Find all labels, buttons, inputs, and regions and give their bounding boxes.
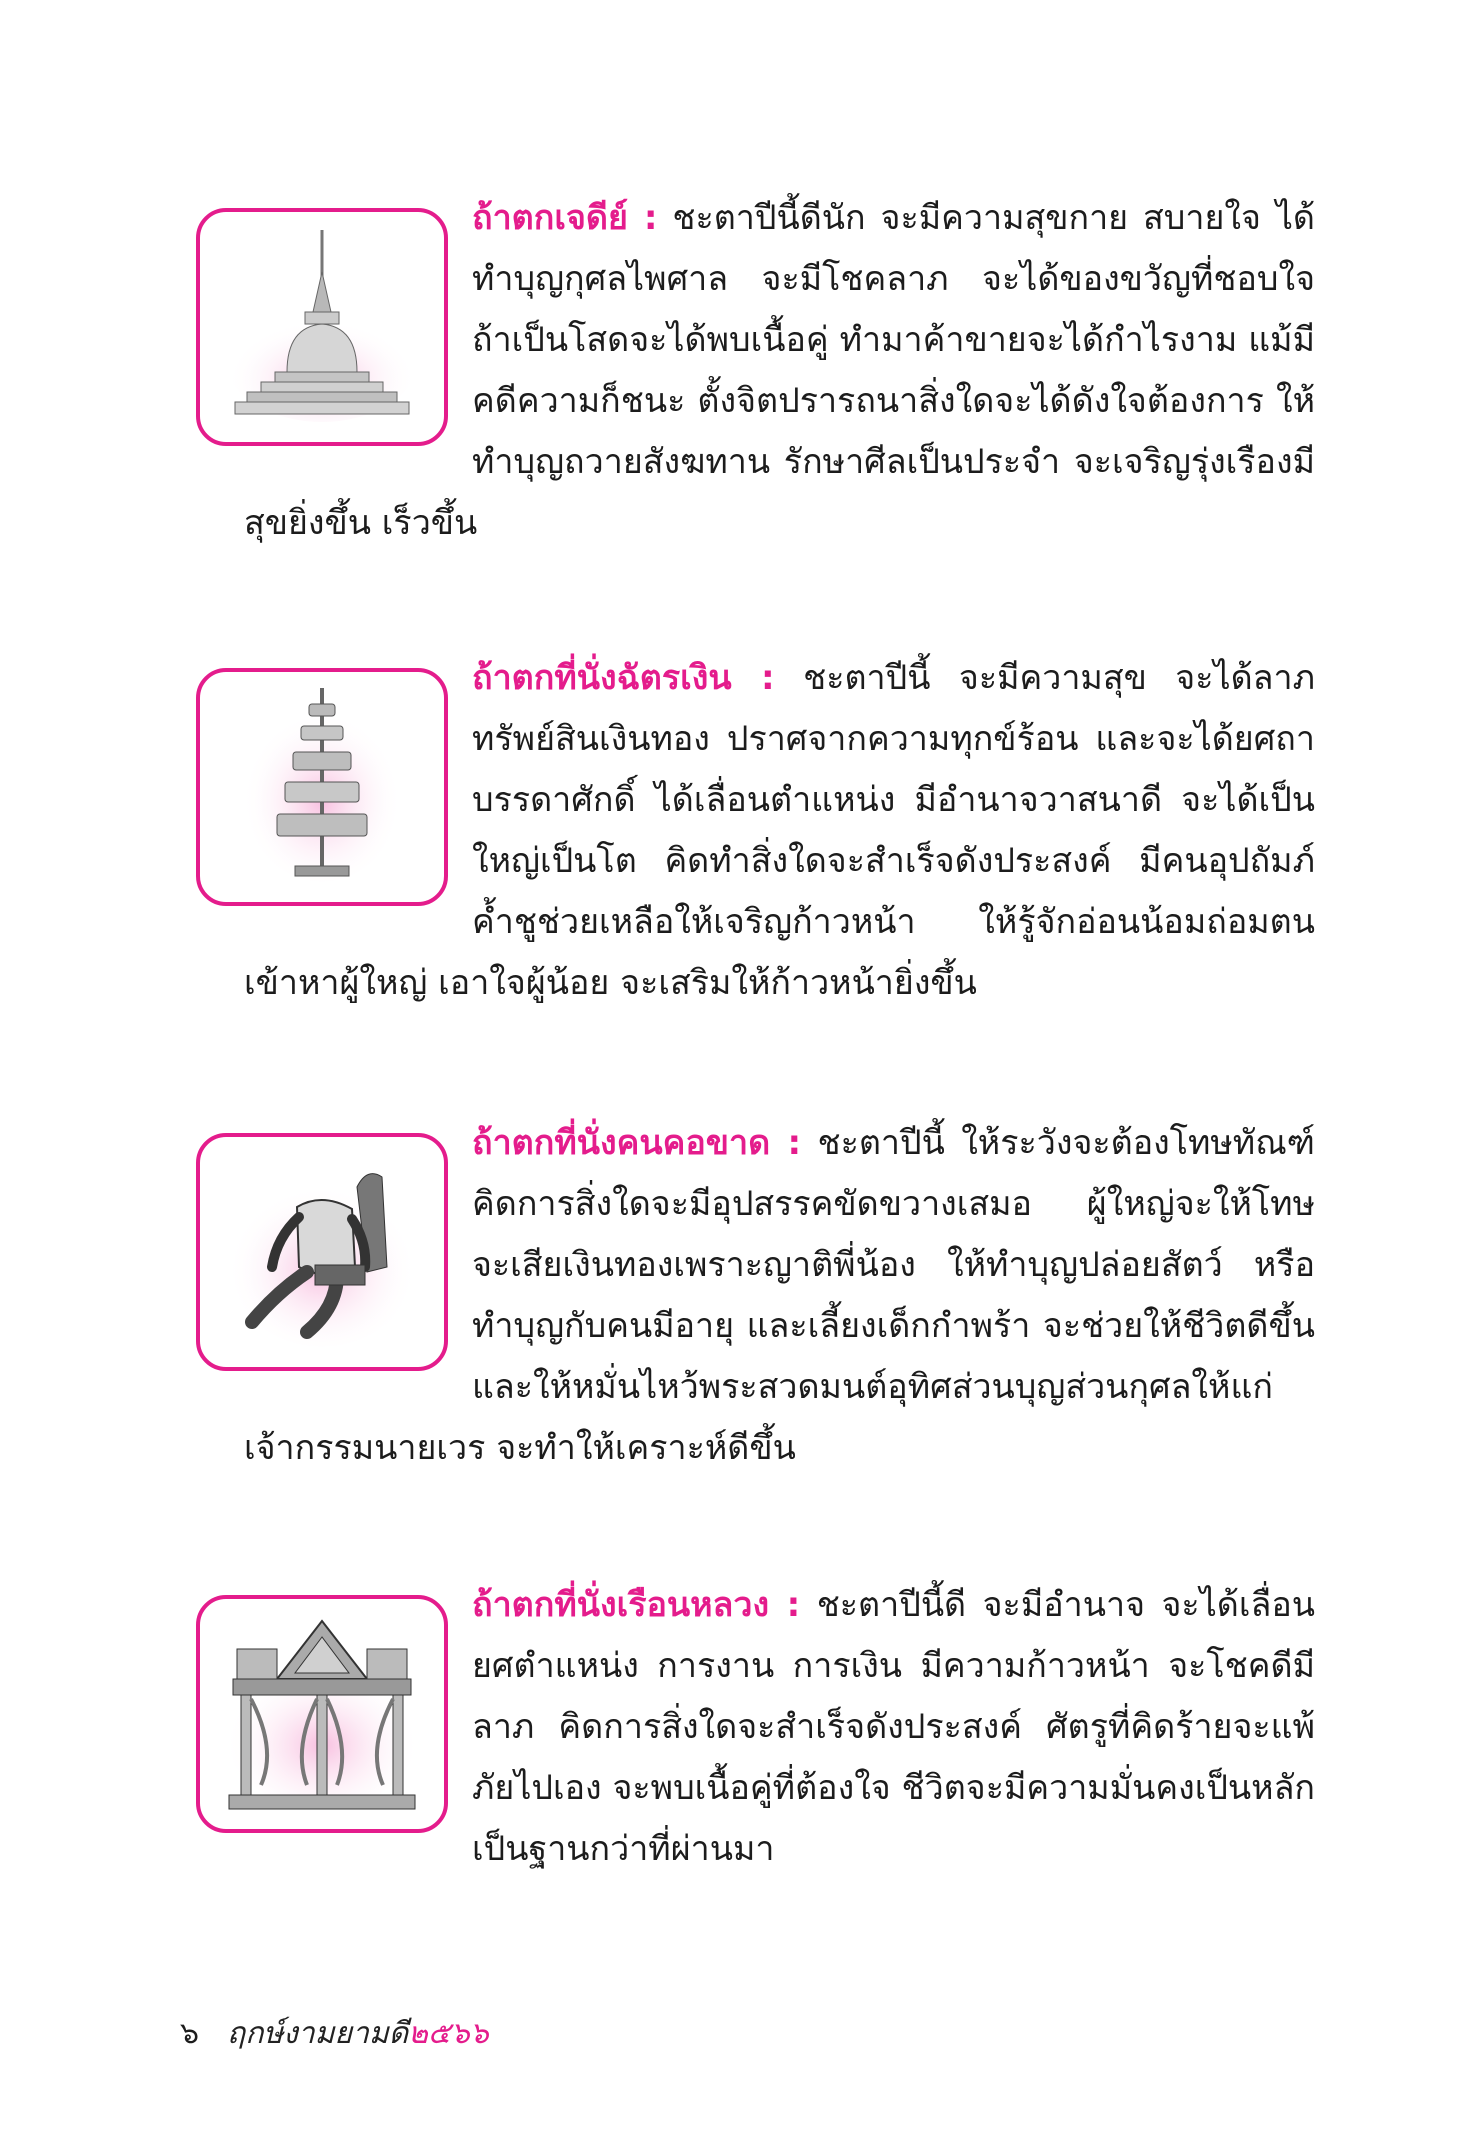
royal-pavilion-image-frame	[196, 1595, 448, 1833]
entry-heading: ถ้าตกที่นั่งฉัตรเงิน :	[472, 658, 775, 698]
chedi-image-frame	[196, 208, 448, 446]
royal-pavilion-icon	[217, 1609, 427, 1819]
book-title: ฤกษ์งามยามดี	[227, 2016, 409, 2051]
book-year: ๒๕๖๖	[408, 2016, 489, 2051]
entry-heading: ถ้าตกที่นั่งคนคอขาด :	[472, 1123, 802, 1163]
headless-man-icon	[217, 1147, 427, 1357]
entry-body: ชะตาปีนี้ดีนัก จะมีความสุขกาย สบายใจ ได้ทำบุญกุศลไพศาล จะมีโชคลาภ จะได้ของขวัญที่ชอบใจ ถ้าเป็นโสดจะได้พบเนื้อคู่ ทำมาค้าขายจะได้กำไรงาม แม้มีคดีความก็ชนะ ตั้งจิตปรารถนาสิ่งใดจะได้ดังใจต้องการ ให้ทำบุญถวายสังฆทาน รักษาศีลเป็นประจำ จะเจริญรุ่งเรืองมีสุขยิ่งขึ้น เร็วขึ้น	[244, 198, 1315, 543]
silver-umbrella-image-frame	[196, 668, 448, 906]
page-number: ๖	[180, 2016, 200, 2051]
entry-body: ชะตาปีนี้ จะมีความสุข จะได้ลาภ ทรัพย์สินเงินทอง ปราศจากความทุกข์ร้อน และจะได้ยศถาบรรดาศักดิ์ ได้เลื่อนตำแหน่ง มีอำนาจวาสนาดี จะได้เป็นใหญ่เป็นโต คิดทำสิ่งใดจะสำเร็จดังประสงค์ มีคนอุปถัมภ์ค้ำชูช่วยเหลือให้เจริญก้าวหน้า ให้รู้จักอ่อนน้อมถ่อมตนเข้าหาผู้ใหญ่ เอาใจผู้น้อย จะเสริมให้ก้าวหน้ายิ่งขึ้น	[244, 658, 1316, 1003]
entry-heading: ถ้าตกเจดีย์ :	[472, 198, 658, 238]
entry-silver-umbrella	[180, 648, 1315, 1014]
entry-body: ชะตาปีนี้ดี จะมีอำนาจ จะได้เลื่อนยศตำแหน่ง การงาน การเงิน มีความก้าวหน้า จะโชคดีมีลาภ คิดการสิ่งใดจะสำเร็จดังประสงค์ ศัตรูที่คิดร้ายจะแพ้ภัยไปเอง จะพบเนื้อคู่ที่ต้องใจ ชีวิตจะมีความมั่นคงเป็นหลักเป็นฐานกว่าที่ผ่านมา	[472, 1585, 1315, 1869]
page-footer	[180, 2010, 489, 2057]
entry-royal-pavilion	[180, 1575, 1315, 1880]
entry-heading: ถ้าตกที่นั่งเรือนหลวง :	[472, 1585, 801, 1625]
entry-body: ชะตาปีนี้ ให้ระวังจะต้องโทษทัณฑ์ คิดการสิ่งใดจะมีอุปสรรคขัดขวางเสมอ ผู้ใหญ่จะให้โทษ จะเสียเงินทองเพราะญาติพี่น้อง ให้ทำบุญปล่อยสัตว์ หรือทำบุญกับคนมีอายุ และเลี้ยงเด็กกำพร้า จะช่วยให้ชีวิตดีขึ้น และให้หมั่นไหว้พระสวดมนต์อุทิศส่วนบุญส่วนกุศลให้แก่เจ้ากรรมนายเวร จะทำให้เคราะห์ดีขึ้น	[244, 1123, 1315, 1468]
silver-umbrella-icon	[217, 682, 427, 892]
headless-man-image-frame	[196, 1133, 448, 1371]
entry-headless-man	[180, 1113, 1315, 1479]
chedi-icon	[217, 222, 427, 432]
entry-chedi	[180, 188, 1315, 554]
